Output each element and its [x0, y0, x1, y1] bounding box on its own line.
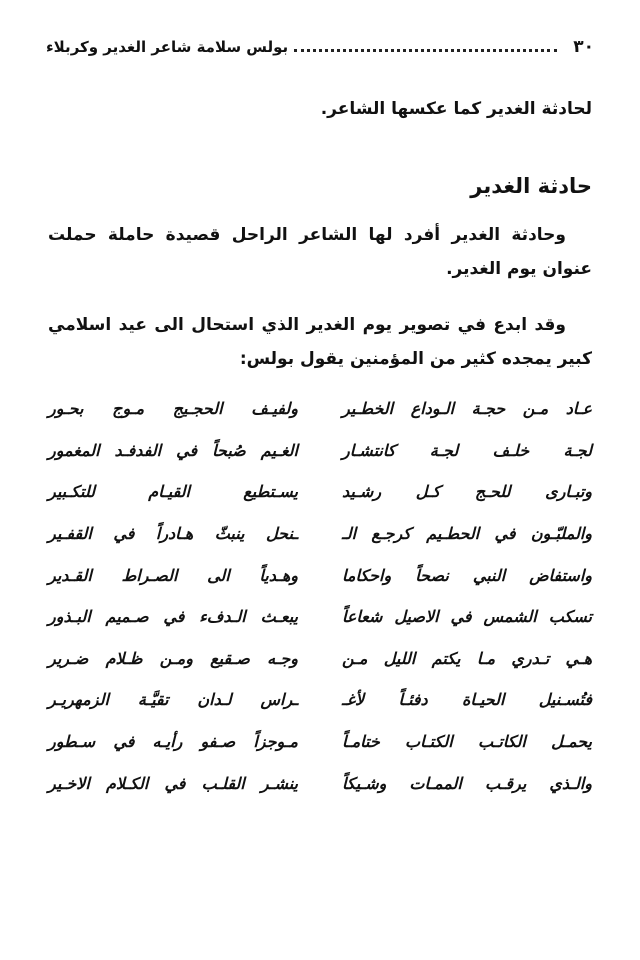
verse-second-hemistich: ينشـر القلـب في الكـلام الاخـير: [48, 773, 298, 793]
verse-second-hemistich: مـوجزاً صـفو رأيـه في سـطور: [48, 732, 298, 752]
verse-first-hemistich: فتُسـنيل الحيـاة دفئـاً لأغـ: [342, 690, 592, 710]
verse-first-hemistich: لجـة خلـف لجـة كانتشـار: [342, 440, 592, 460]
paragraph-1: وحادثة الغدير أفرد لها الشاعر الراحل قصيدة حاملة حملت عنوان يوم الغدير.: [48, 225, 592, 279]
page-number: ٣٠: [573, 37, 594, 57]
verse-second-hemistich: وجـه صـقيع ومـن ظـلام ضـرير: [48, 648, 298, 668]
poem-verse: [48, 679, 592, 721]
verse-first-hemistich: تسكب الشمس في الاصيل شعاعاً: [342, 607, 592, 627]
header-leader-dots: [294, 47, 557, 52]
section-heading: حادثة الغدير: [470, 174, 592, 198]
poem-verse: [48, 638, 592, 680]
verse-first-hemistich: عـاد مـن حجـة الـوداع الخطـير: [342, 399, 592, 419]
verse-second-hemistich: ولفيـف الحجـيج مـوج بحـور: [48, 399, 298, 419]
poem-verse: [48, 596, 592, 638]
verse-second-hemistich: الغـيم صُبحاً في الفدفـد المغمور: [48, 440, 298, 460]
verse-second-hemistich: يبعـث الـدفء في صـميم البـذور: [48, 607, 298, 627]
verse-first-hemistich: والملبّـون في الحطـيم كرجـع الـ: [342, 524, 592, 544]
poem-verse: [48, 554, 592, 596]
verse-second-hemistich: يسـتطيع القيـام للتكـبير: [48, 482, 298, 502]
poem-verse: [48, 721, 592, 763]
running-title: بولس سلامة شاعر الغدير وكربلاء: [46, 38, 289, 56]
poem-verse: [48, 430, 592, 472]
poem-verse: [48, 762, 592, 804]
verse-first-hemistich: واستفاض النبي نصحاً واحكاما: [342, 565, 592, 585]
poem-verse: [48, 471, 592, 513]
verse-first-hemistich: وتبـارى للحـج كـل رشـيد: [342, 482, 592, 502]
paragraph-2: وقد ابدع في تصوير يوم الغدير الذي استحال الى عيد اسلامي كبير يمجده كثير من المؤمنين يقول بولس:: [48, 315, 592, 369]
poem-verse: [48, 513, 592, 555]
verse-second-hemistich: ـنحل ينبثّ هـادراً في القفـير: [48, 524, 298, 544]
poem-verse: [48, 388, 592, 430]
verse-first-hemistich: هـي تـدري مـا يكتم الليل مـن: [342, 648, 592, 668]
verse-second-hemistich: ـراس لـدان تقيَّـة الزمهريـر: [48, 690, 298, 710]
verse-first-hemistich: والـذي يرقـب الممـات وشـيكاً: [342, 773, 592, 793]
running-header: [46, 34, 594, 60]
intro-line: لحادثة الغدير كما عكسها الشاعر.: [320, 99, 592, 119]
verse-second-hemistich: وهـدياً الى الصـراط القـدير: [48, 565, 298, 585]
verse-first-hemistich: يحمـل الكاتـب الكتـاب ختامـاً: [342, 732, 592, 752]
poem: [48, 388, 592, 804]
